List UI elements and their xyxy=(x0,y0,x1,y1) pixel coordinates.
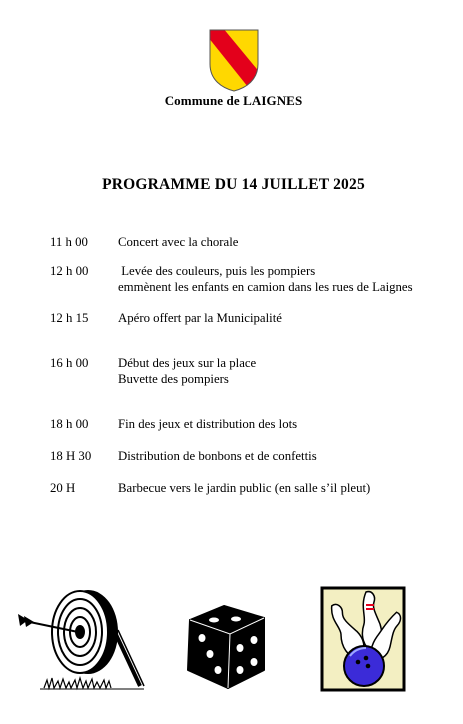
schedule-line: Fin des jeux et distribution des lots xyxy=(118,417,298,431)
schedule-line: emmènent les enfants en camion dans les rues de Laignes xyxy=(118,280,413,294)
schedule-time: 16 h 00 xyxy=(50,356,89,370)
bowling-icon xyxy=(320,586,406,692)
schedule-line: Levée des couleurs, puis les pompiers xyxy=(118,264,316,278)
schedule-description xyxy=(118,416,297,432)
schedule-line: Distribution de bonbons et de confettis xyxy=(118,449,317,463)
coat-of-arms-icon xyxy=(208,28,260,92)
schedule-line: Apéro offert par la Municipalité xyxy=(118,311,282,325)
schedule-description xyxy=(118,310,282,326)
schedule-time: 12 h 15 xyxy=(50,311,89,325)
schedule-description xyxy=(118,234,238,250)
schedule-description xyxy=(118,480,370,496)
commune-name: Commune de LAIGNES xyxy=(164,93,303,108)
schedule-description xyxy=(118,448,317,464)
page-title: PROGRAMME DU 14 JUILLET 2025 xyxy=(102,176,365,193)
schedule-line: Début des jeux sur la place xyxy=(118,356,257,370)
dice-icon xyxy=(184,600,270,692)
schedule-description xyxy=(118,355,256,387)
schedule-description xyxy=(118,263,413,295)
schedule-line: Barbecue vers le jardin public (en salle s’il pleut) xyxy=(118,481,371,495)
schedule-line: Concert avec la chorale xyxy=(118,235,239,249)
archery-target-icon xyxy=(14,586,164,694)
schedule-time: 18 H 30 xyxy=(50,449,92,463)
schedule-time: 11 h 00 xyxy=(50,235,88,249)
schedule-line: Buvette des pompiers xyxy=(118,372,229,386)
schedule-time: 12 h 00 xyxy=(50,264,89,278)
schedule-time: 20 H xyxy=(50,481,76,495)
schedule-time: 18 h 00 xyxy=(50,417,89,431)
